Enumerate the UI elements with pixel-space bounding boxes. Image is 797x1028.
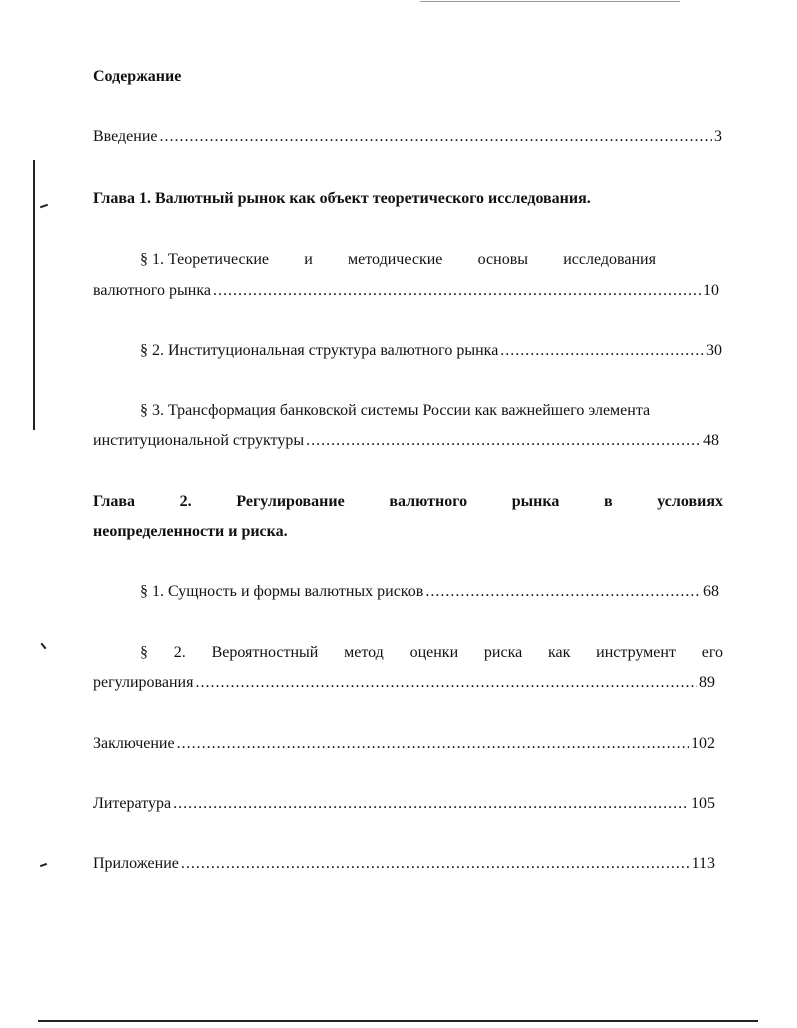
word: 2.: [173, 644, 186, 661]
toc-entry-label: Приложение: [93, 855, 179, 872]
word: 2.: [179, 493, 192, 510]
scan-artifact-left-line: [33, 160, 35, 430]
word: Вероятностный: [211, 644, 319, 661]
toc-entry-label: валютного рынка: [93, 282, 211, 299]
word: инструмент: [596, 644, 676, 661]
toc-page-number: 113: [691, 855, 715, 872]
word: основы: [477, 251, 528, 268]
toc-entry-s1-3-line2: [93, 431, 719, 451]
word: Глава: [93, 493, 135, 510]
toc-leader-dots: [195, 673, 697, 693]
toc-page-number: 89: [699, 674, 715, 691]
toc-entry-appendix: [93, 854, 715, 874]
toc-entry-literature: [93, 794, 715, 814]
word: в: [604, 493, 613, 510]
word: оценки: [409, 644, 459, 661]
toc-leader-dots: [181, 854, 690, 874]
toc-entry-label: § 1. Сущность и формы валютных рисков: [140, 583, 424, 600]
toc-entry-s2-2-line2: [93, 673, 715, 693]
toc-entry-label: институциональной структуры: [93, 432, 305, 449]
word: Регулирование: [236, 493, 345, 510]
word: его: [701, 644, 723, 661]
toc-page-number: 48: [703, 432, 719, 449]
toc-entry-label: § 2. Институциональная структура валютного рынка: [140, 342, 499, 359]
chapter-2-title-line2: неопределенности и риска.: [93, 523, 288, 540]
chapter-2-title-line1: [93, 492, 723, 512]
toc-entry-label: Литература: [93, 795, 172, 812]
chapter-1-title: Глава 1. Валютный рынок как объект теоретического исследования.: [93, 190, 591, 207]
toc-entry-introduction: [93, 127, 722, 147]
scan-artifact-top-line: [420, 1, 680, 2]
scan-artifact-mark: [40, 863, 47, 867]
toc-entry-conclusion: [93, 734, 715, 754]
word: методические: [348, 251, 443, 268]
toc-leader-dots: [425, 582, 701, 602]
toc-entry-s2-1: [140, 582, 719, 602]
scan-artifact-mark: [40, 643, 46, 650]
toc-page-number: 3: [714, 128, 722, 145]
toc-entry-label: регулирования: [93, 674, 194, 691]
toc-leader-dots: [500, 341, 704, 361]
toc-page-number: 10: [703, 282, 719, 299]
word: исследования: [563, 251, 656, 268]
toc-page-number: 102: [691, 735, 715, 752]
toc-leader-dots: [160, 127, 713, 147]
toc-title: Содержание: [93, 68, 182, 85]
toc-entry-label: Введение: [93, 128, 158, 145]
toc-entry-s1-3-line1: § 3. Трансформация банковской системы России как важнейшего элемента: [140, 402, 651, 419]
word: §: [140, 644, 148, 661]
toc-leader-dots: [173, 794, 689, 814]
toc-leader-dots: [306, 431, 701, 451]
toc-entry-s1-1-line2: [93, 281, 719, 301]
word: § 1. Теоретические: [140, 251, 270, 268]
toc-page-number: 30: [706, 342, 722, 359]
scan-artifact-mark: [40, 204, 48, 209]
scan-artifact-bottom-line: [38, 1020, 758, 1022]
toc-entry-s1-2: [140, 341, 722, 361]
word: условиях: [657, 493, 723, 510]
word: как: [547, 644, 571, 661]
word: валютного: [389, 493, 468, 510]
word: метод: [344, 644, 384, 661]
word: риска: [483, 644, 523, 661]
word: рынка: [511, 493, 560, 510]
toc-leader-dots: [177, 734, 689, 754]
word: и: [304, 251, 313, 268]
toc-entry-s1-1-line1: [140, 250, 656, 270]
toc-entry-label: Заключение: [93, 735, 175, 752]
toc-page-number: 105: [691, 795, 715, 812]
toc-leader-dots: [213, 281, 701, 301]
toc-page-number: 68: [703, 583, 719, 600]
toc-entry-s2-2-line1: [140, 643, 723, 663]
